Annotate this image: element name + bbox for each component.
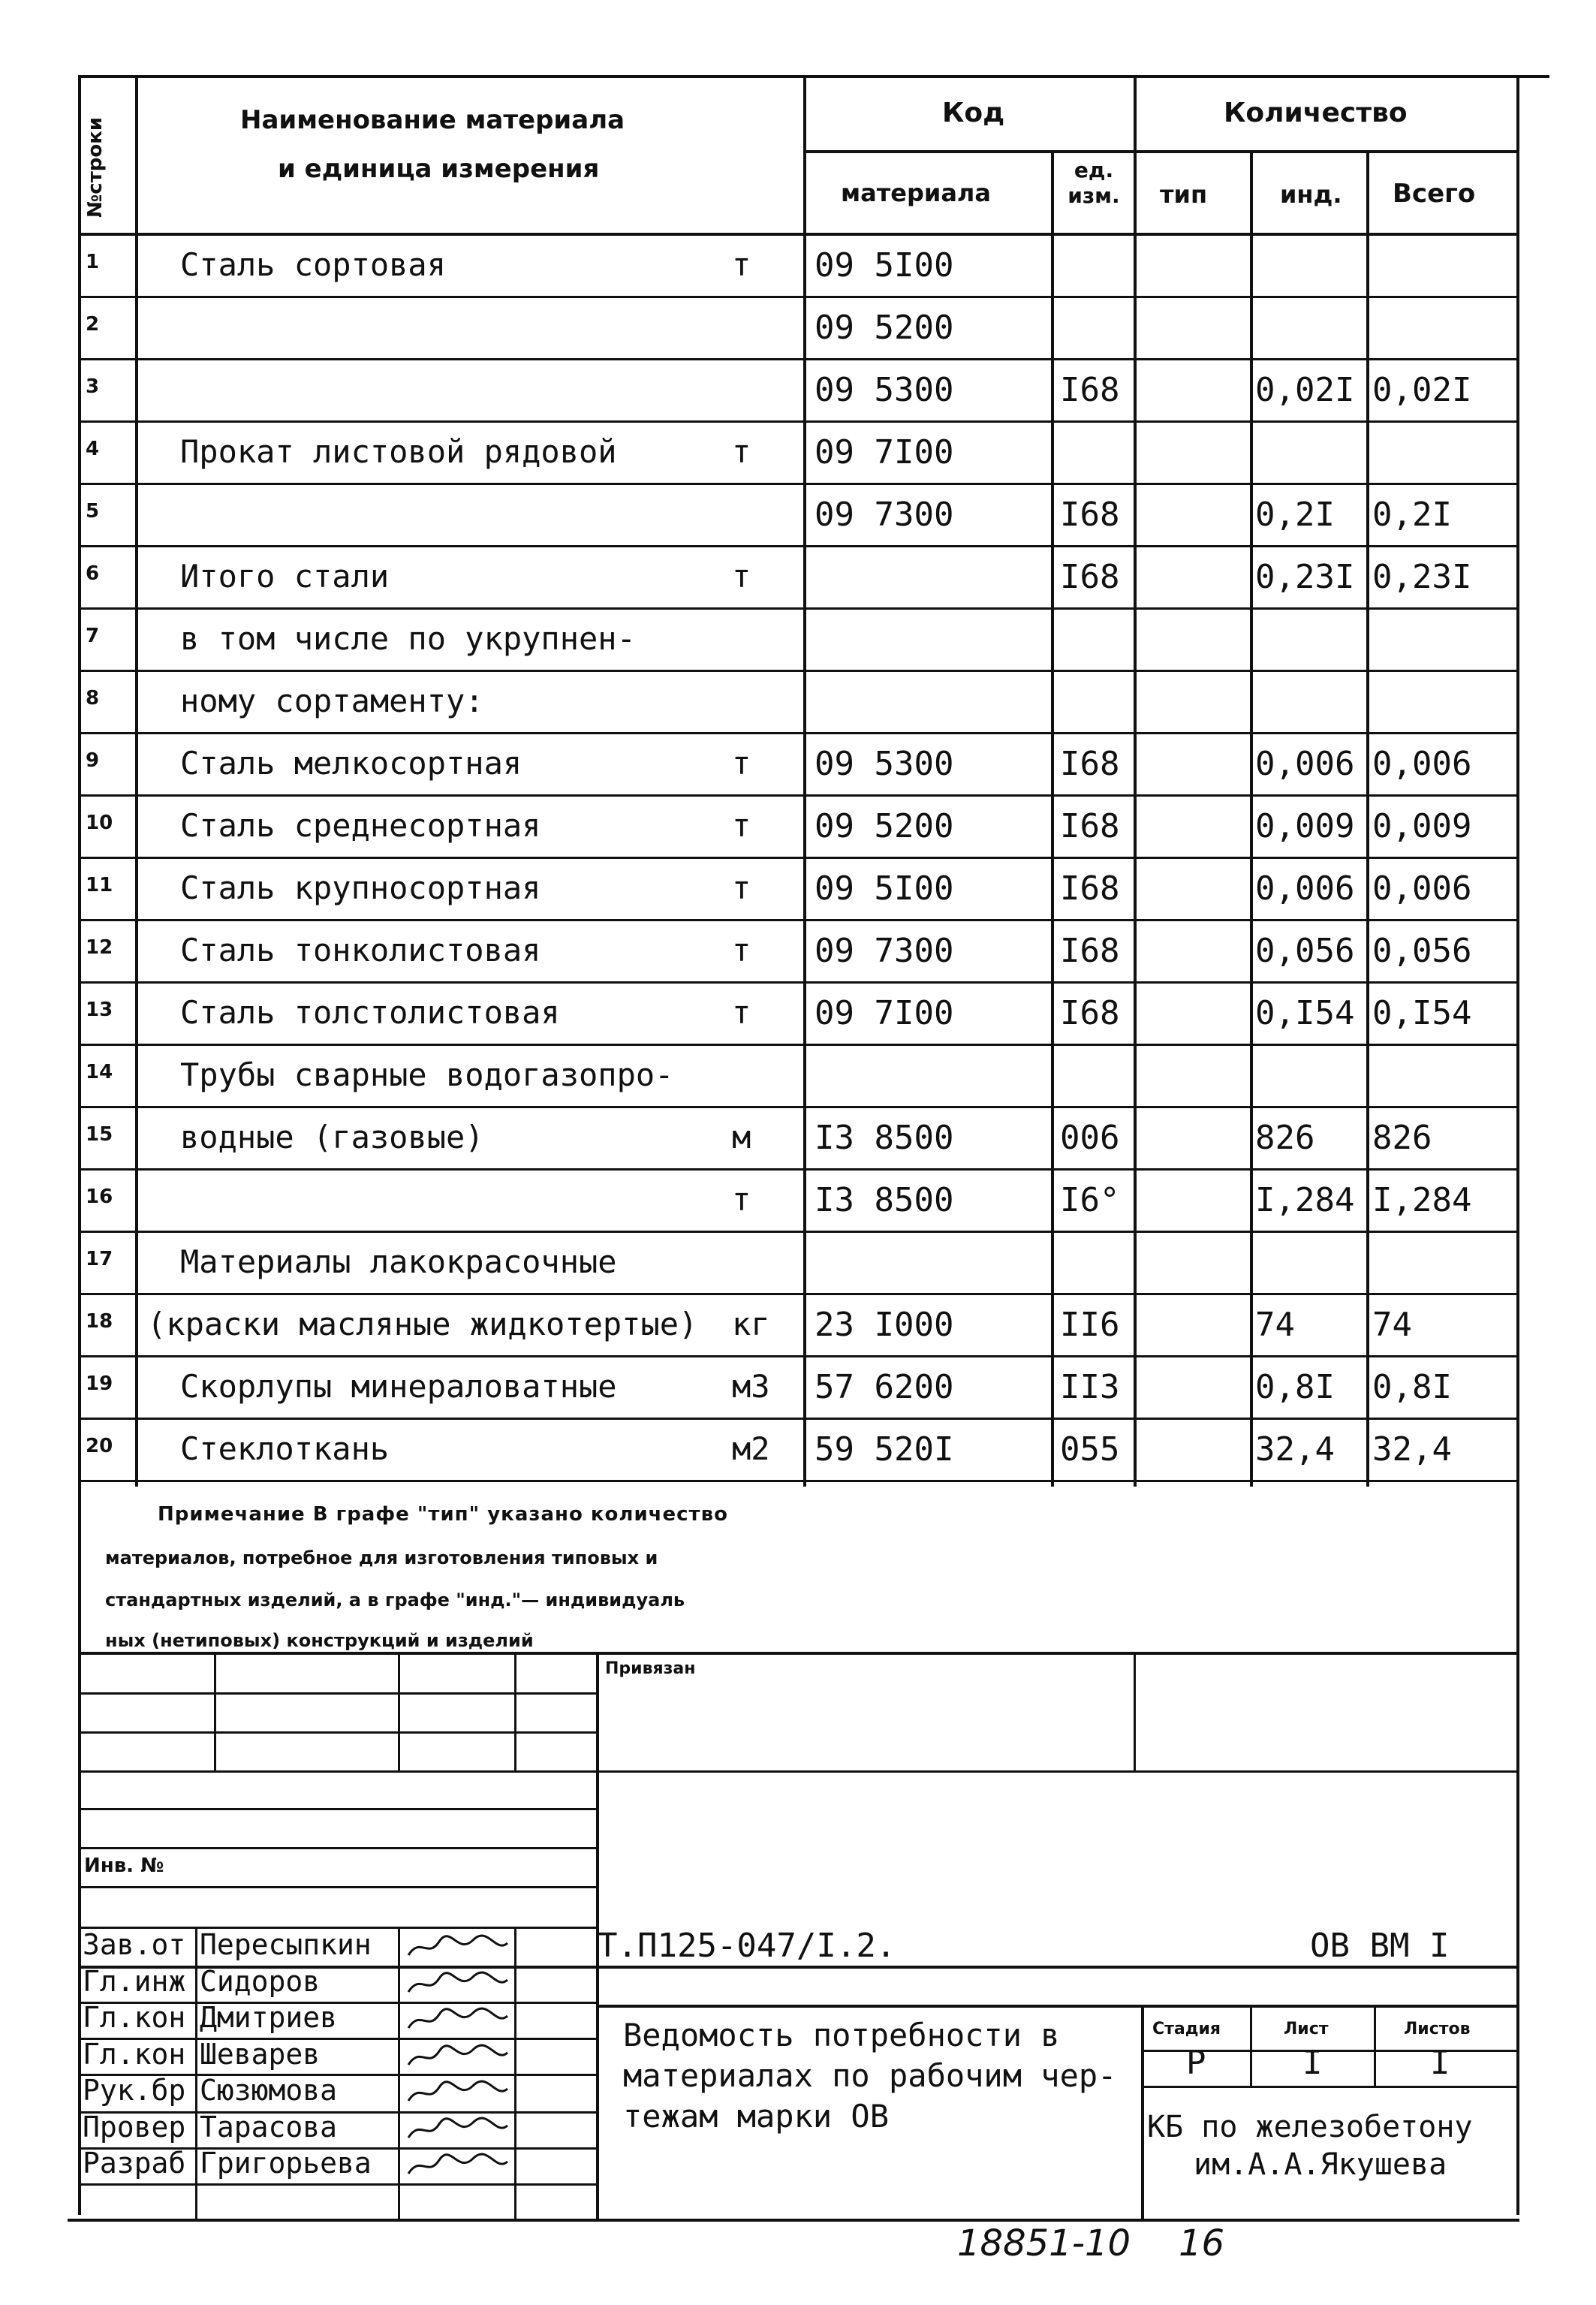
row-ind: 0,009: [1255, 807, 1355, 845]
sheets-label: Листов: [1404, 2020, 1471, 2038]
handwritten-signature: [405, 2151, 510, 2180]
row-unit-code: I68: [1060, 932, 1120, 970]
row-divider: [78, 1231, 1519, 1233]
row-unit: т: [732, 994, 751, 1031]
note-line-2: материалов, потребное для изготовления типовых и: [105, 1547, 658, 1568]
row-name: (краски масляные жидкотертые): [147, 1306, 698, 1342]
row-unit: м3: [732, 1368, 770, 1405]
org-line-1: КБ по железобетону: [1147, 2110, 1473, 2144]
row-number: 13: [86, 999, 113, 1021]
handwritten-signature: [405, 2005, 510, 2034]
row-unit-code: II3: [1060, 1368, 1120, 1406]
header-qty-total: Всего: [1393, 179, 1476, 209]
row-total: I,284: [1372, 1181, 1472, 1219]
row-total: 0,I54: [1372, 994, 1472, 1032]
header-code-unit: ед. изм.: [1068, 158, 1120, 208]
row-ind: 0,I54: [1255, 994, 1355, 1032]
row-number: 5: [86, 500, 100, 523]
row-unit-code: I68: [1060, 869, 1120, 908]
signer-name: Сюзюмова: [200, 2074, 338, 2107]
row-total: 826: [1372, 1119, 1432, 1157]
row-name: Сталь крупносортная: [180, 869, 541, 906]
signer-role: Гл.кон: [83, 2001, 186, 2034]
doc-title-3: тежам марки ОВ: [623, 2098, 890, 2135]
row-divider: [78, 1106, 1519, 1108]
row-number: 14: [86, 1061, 113, 1083]
row-divider: [78, 296, 1519, 298]
row-name: Стеклоткань: [180, 1430, 390, 1467]
footer-number: 18851-10: [957, 2222, 1131, 2264]
row-ind: 826: [1255, 1119, 1315, 1157]
row-divider: [78, 1480, 1519, 1482]
row-total: 74: [1372, 1306, 1412, 1344]
row-name: Трубы сварные водогазопро-: [180, 1056, 674, 1093]
signer-role: Провер: [83, 2110, 186, 2144]
row-code: 57 6200: [815, 1368, 954, 1406]
org-line-2: им.А.А.Якушева: [1194, 2147, 1447, 2182]
privyazan-label: Привязан: [605, 1659, 696, 1678]
row-unit: т: [732, 745, 751, 782]
doc-code: Т.П125-047/I.2.: [598, 1927, 896, 1965]
handwritten-signature: [405, 1969, 510, 1998]
row-number: 2: [86, 313, 100, 336]
doc-title-2: материалах по рабочим чер-: [623, 2057, 1117, 2094]
row-divider: [78, 358, 1519, 360]
row-divider: [78, 794, 1519, 797]
row-code: 09 5200: [815, 309, 954, 347]
row-total: 0,006: [1372, 745, 1472, 783]
row-divider: [78, 732, 1519, 734]
row-code: 09 5I00: [815, 869, 954, 908]
signer-name: Сидоров: [200, 1964, 321, 1998]
inv-no-label: Инв. №: [84, 1855, 164, 1877]
signer-name: Тарасова: [200, 2110, 338, 2144]
doc-mark: ОВ ВМ I: [1310, 1927, 1450, 1965]
row-number: 20: [86, 1435, 113, 1457]
row-unit-code: I68: [1060, 994, 1120, 1032]
row-divider: [78, 483, 1519, 485]
row-number: 1: [86, 251, 100, 273]
row-number: 4: [86, 438, 100, 460]
stage-label: Стадия: [1152, 2020, 1221, 2038]
row-unit-code: 055: [1060, 1430, 1120, 1469]
row-ind: 0,2I: [1255, 496, 1335, 534]
header-row-no: №строки: [84, 116, 107, 218]
row-divider: [78, 670, 1519, 672]
sheet-value: I: [1302, 2044, 1323, 2082]
row-ind: 74: [1255, 1306, 1295, 1344]
signer-role: Рук.бр: [83, 2074, 186, 2107]
row-total: 0,006: [1372, 869, 1472, 908]
row-number: 12: [86, 936, 113, 959]
header-name: Наименование материала: [240, 105, 625, 135]
row-number: 15: [86, 1123, 113, 1146]
row-code: 09 5200: [815, 807, 954, 845]
row-code: I3 8500: [815, 1181, 954, 1219]
row-ind: 0,056: [1255, 932, 1355, 970]
row-total: 0,23I: [1372, 558, 1472, 596]
sheet-label: Лист: [1284, 2020, 1329, 2038]
row-divider: [78, 919, 1519, 921]
signer-role: Гл.кон: [83, 2037, 186, 2071]
note-line-3: стандартных изделий, а в графе "инд."— индивидуаль: [105, 1589, 685, 1610]
signer-name: Пересыпкин: [200, 1928, 372, 1961]
row-unit-code: I6°: [1060, 1181, 1120, 1219]
row-name: Сталь среднесортная: [180, 807, 541, 844]
row-name: Итого стали: [180, 558, 390, 595]
footer-page: 16: [1179, 2222, 1225, 2264]
row-code: I3 8500: [815, 1119, 954, 1157]
header-name-2: и единица измерения: [278, 154, 600, 184]
row-unit: т: [732, 869, 751, 906]
row-number: 6: [86, 562, 100, 585]
row-total: 0,056: [1372, 932, 1472, 970]
row-number: 7: [86, 625, 100, 647]
row-number: 18: [86, 1310, 113, 1333]
row-divider: [78, 420, 1519, 423]
row-code: 09 7300: [815, 932, 954, 970]
row-name: Сталь толстолистовая: [180, 994, 560, 1031]
row-unit: т: [732, 246, 751, 283]
row-ind: 0,02I: [1255, 371, 1355, 409]
row-divider: [78, 1044, 1519, 1046]
header-code: Код: [942, 98, 1005, 128]
row-unit-code: II6: [1060, 1306, 1120, 1344]
row-ind: 32,4: [1255, 1430, 1335, 1469]
row-divider: [78, 1355, 1519, 1357]
row-unit-code: I68: [1060, 371, 1120, 409]
row-unit: т: [732, 932, 751, 969]
header-qty: Количество: [1224, 98, 1408, 128]
row-total: 0,2I: [1372, 496, 1452, 534]
row-code: 23 I000: [815, 1306, 954, 1344]
handwritten-signature: [405, 2042, 510, 2071]
row-total: 0,02I: [1372, 371, 1472, 409]
row-unit: м: [732, 1119, 751, 1156]
row-divider: [78, 1293, 1519, 1295]
row-number: 8: [86, 687, 100, 710]
note-line-1: Примечание В графе "тип" указано количество: [158, 1503, 728, 1526]
handwritten-signature: [405, 1933, 510, 1961]
doc-title-1: Ведомость потребности в: [623, 2017, 1060, 2053]
signer-name: Дмитриев: [200, 2001, 338, 2034]
row-divider: [78, 857, 1519, 859]
row-number: 16: [86, 1186, 113, 1208]
row-number: 19: [86, 1372, 113, 1395]
row-total: 0,009: [1372, 807, 1472, 845]
row-unit-code: I68: [1060, 496, 1120, 534]
row-name: Сталь мелкосортная: [180, 745, 522, 782]
row-number: 17: [86, 1248, 113, 1270]
row-number: 9: [86, 749, 100, 772]
row-code: 09 7300: [815, 496, 954, 534]
row-unit-code: 006: [1060, 1119, 1120, 1157]
row-number: 10: [86, 812, 113, 834]
row-total: 32,4: [1372, 1430, 1452, 1469]
handwritten-signature: [405, 2078, 510, 2107]
row-ind: 0,006: [1255, 745, 1355, 783]
row-total: 0,8I: [1372, 1368, 1452, 1406]
row-code: 09 5I00: [815, 246, 954, 285]
signer-role: Зав.от: [83, 1928, 186, 1961]
sheets-value: I: [1430, 2044, 1450, 2082]
row-ind: I,284: [1255, 1181, 1355, 1219]
signer-name: Григорьева: [200, 2147, 372, 2180]
row-divider: [78, 545, 1519, 547]
row-name: Прокат листовой рядовой: [180, 433, 617, 470]
row-unit: т: [732, 1181, 751, 1218]
header-qty-type: тип: [1160, 180, 1208, 209]
row-name: в том числе по укрупнен-: [180, 620, 636, 657]
row-code: 09 5300: [815, 371, 954, 409]
row-divider: [78, 607, 1519, 610]
row-unit: кг: [732, 1306, 770, 1342]
row-ind: 0,006: [1255, 869, 1355, 908]
row-ind: 0,8I: [1255, 1368, 1335, 1406]
row-unit: т: [732, 558, 751, 595]
row-code: 09 5300: [815, 745, 954, 783]
header-qty-ind: инд.: [1280, 180, 1342, 209]
row-code: 09 7I00: [815, 433, 954, 472]
row-name: Сталь сортовая: [180, 246, 447, 283]
note-line-4: ных (нетиповых) конструкций и изделий: [105, 1630, 534, 1651]
header-code-material: материала: [841, 179, 991, 207]
row-number: 11: [86, 874, 113, 896]
frame-top-line: [78, 75, 1549, 78]
row-unit-code: I68: [1060, 745, 1120, 783]
row-name: Материалы лакокрасочные: [180, 1243, 617, 1280]
stage-value: Р: [1186, 2044, 1206, 2082]
row-unit: м2: [732, 1430, 770, 1467]
row-ind: 0,23I: [1255, 558, 1355, 596]
signer-name: Шеварев: [200, 2037, 321, 2071]
row-number: 3: [86, 375, 100, 398]
row-divider: [78, 1418, 1519, 1420]
row-code: 59 520I: [815, 1430, 954, 1469]
row-code: 09 7I00: [815, 994, 954, 1032]
row-unit-code: I68: [1060, 558, 1120, 596]
row-divider: [78, 1168, 1519, 1171]
row-name: Сталь тонколистовая: [180, 932, 541, 969]
handwritten-signature: [405, 2115, 510, 2144]
signer-role: Гл.инж: [83, 1964, 186, 1998]
row-name: Скорлупы минераловатные: [180, 1368, 617, 1405]
row-divider: [78, 981, 1519, 984]
row-unit-code: I68: [1060, 807, 1120, 845]
row-unit: т: [732, 433, 751, 470]
row-unit: т: [732, 807, 751, 844]
row-name: водные (газовые): [180, 1119, 484, 1156]
row-name: ному сортаменту:: [180, 682, 484, 719]
signer-role: Разраб: [83, 2147, 186, 2180]
